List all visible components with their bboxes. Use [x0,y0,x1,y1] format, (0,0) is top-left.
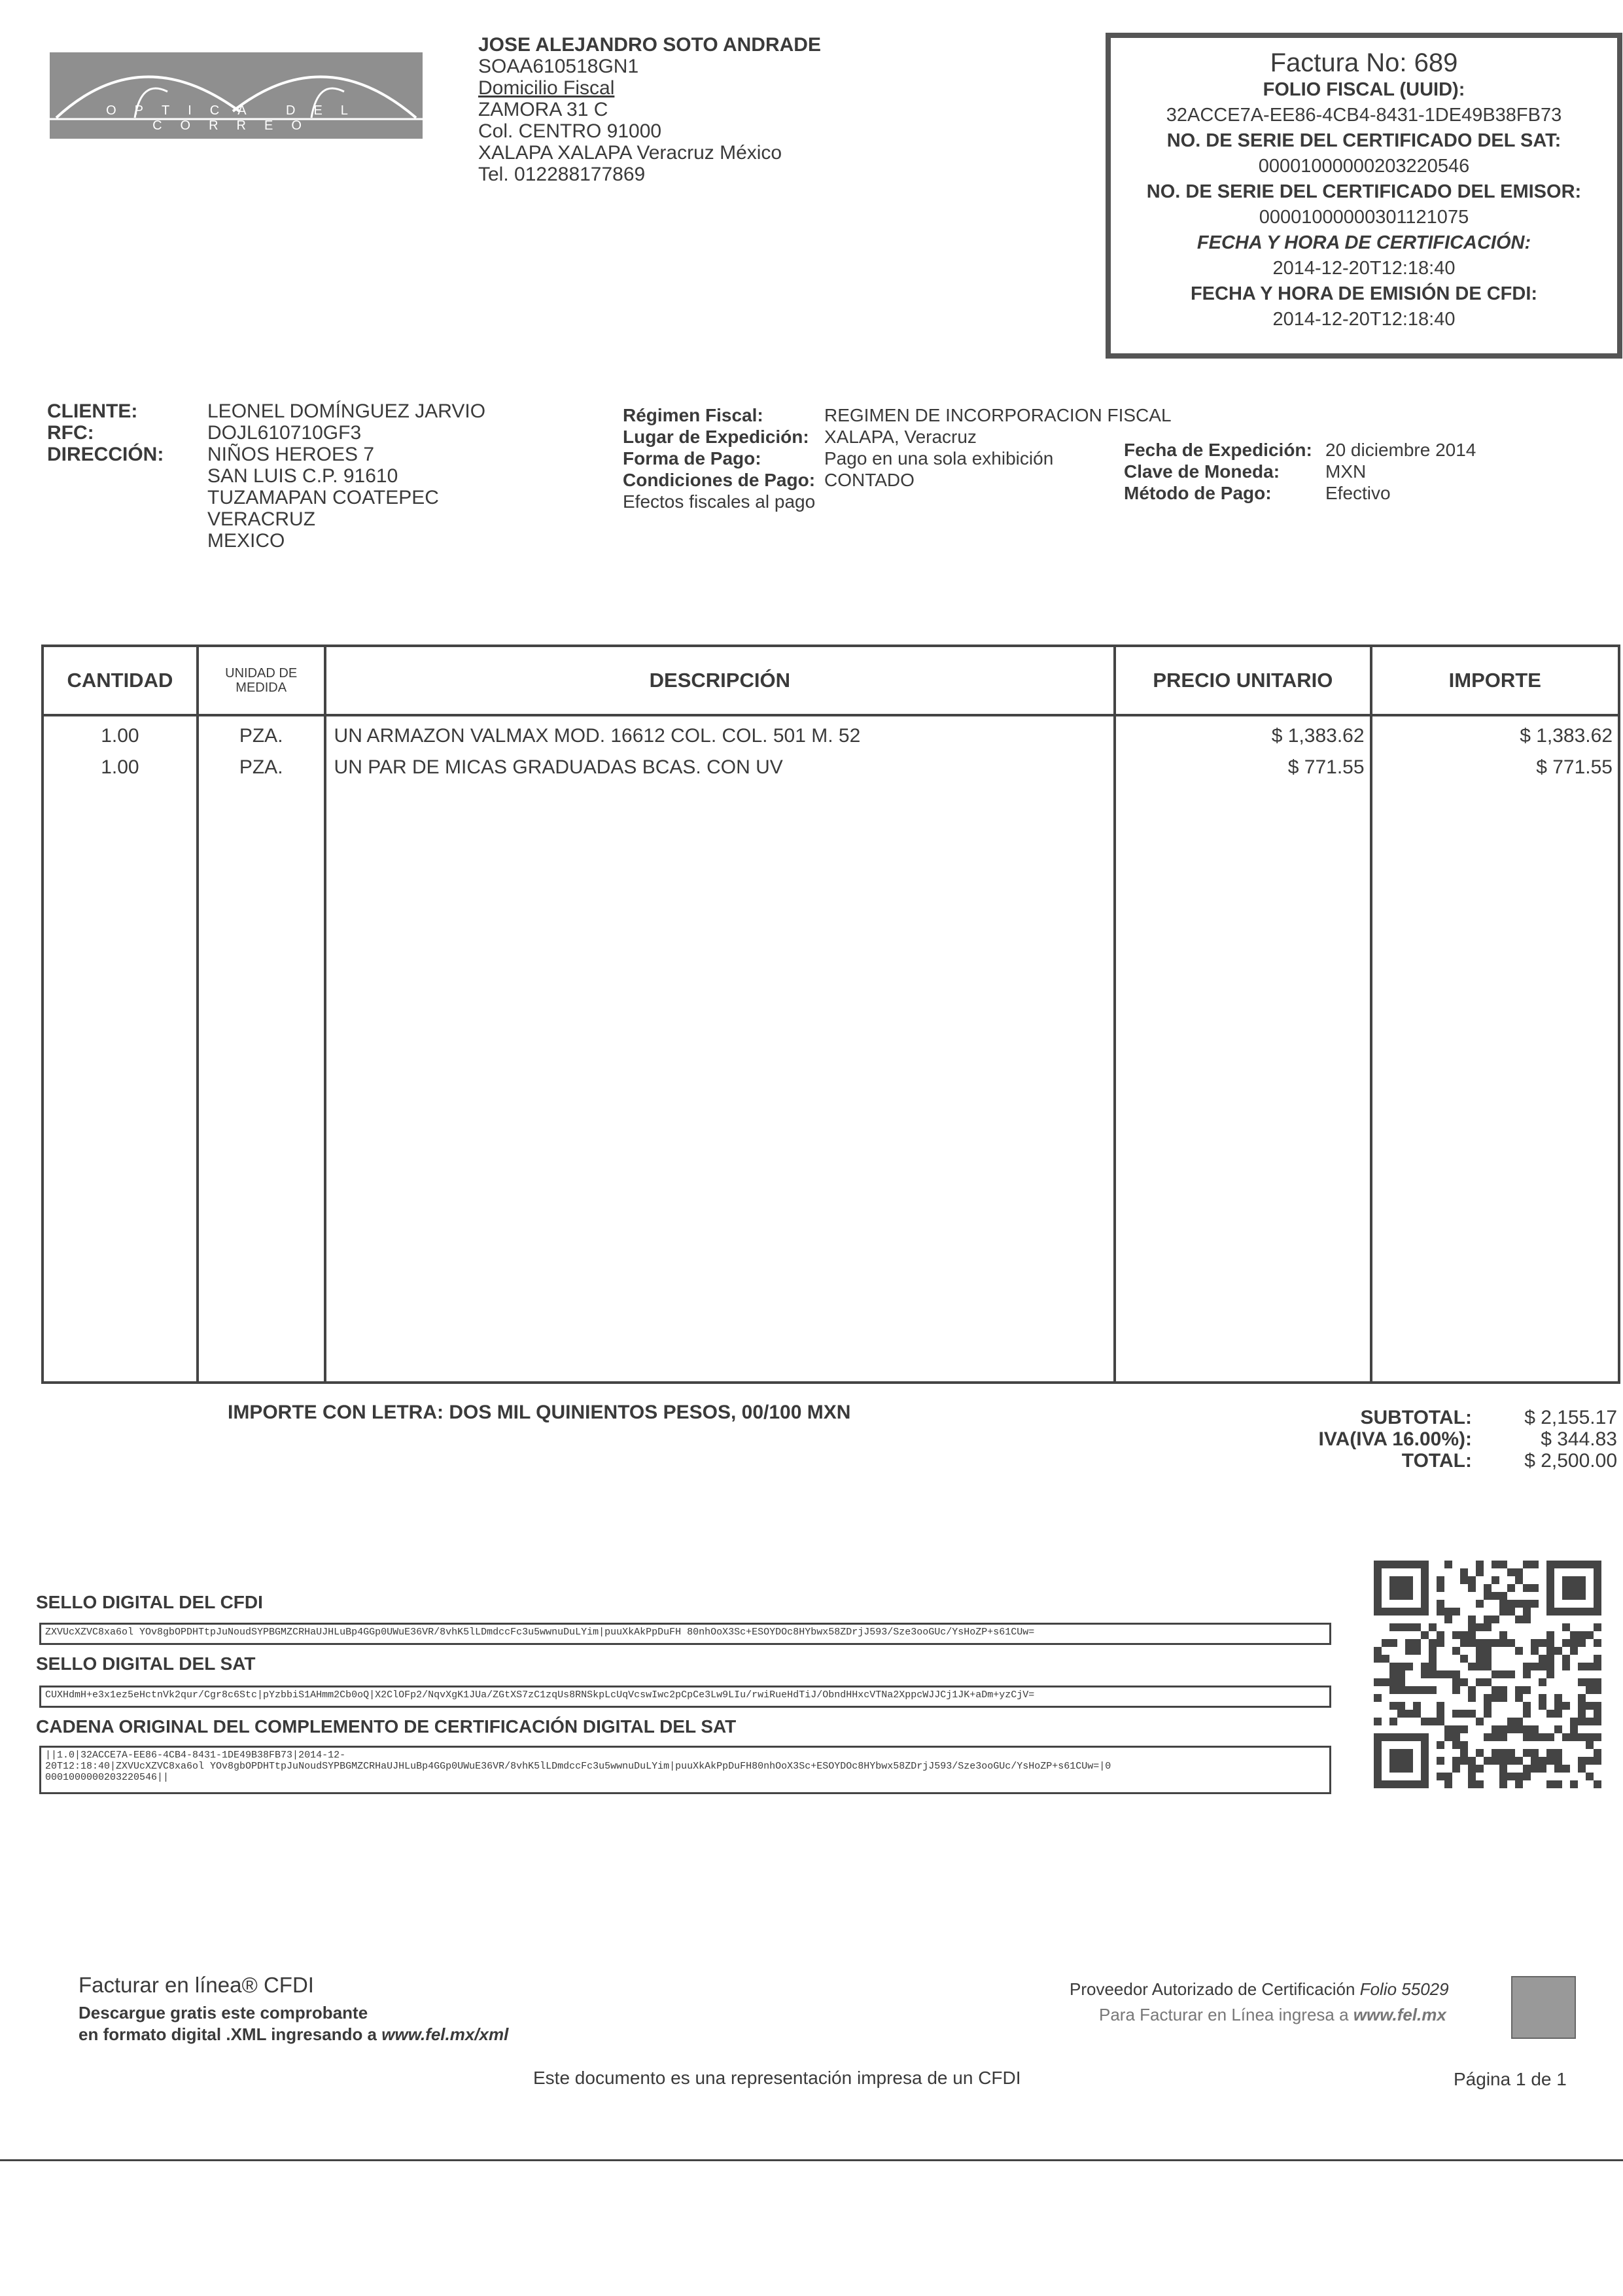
regimen-value: REGIMEN DE INCORPORACION FISCAL [824,405,1172,425]
cell-unidad [198,715,325,1383]
moneda-label: Clave de Moneda: [1124,461,1280,482]
row-cantidad: 1.00 [101,725,139,747]
importe-letra [228,1402,850,1424]
client-info [47,400,485,552]
page-number: Página 1 de 1 [1454,2069,1567,2089]
cell-cantidad [43,715,198,1383]
moneda-value: MXN [1325,461,1367,482]
subtotal-value: $ 2,155.17 [1524,1407,1617,1428]
condiciones-value: CONTADO [824,470,915,490]
fiscal-info-right [1124,439,1476,504]
facturar-url[interactable]: www.fel.mx [1353,2005,1446,2024]
provider-folio: Folio 55029 [1359,1979,1449,1999]
row-precio: $ 771.55 [1287,756,1365,778]
issuer-colonia: Col. CENTRO 91000 [478,120,662,142]
rfc-value: DOJL610710GF3 [207,422,362,444]
totals [1276,1407,1617,1472]
row-cantidad: 1.00 [101,756,139,778]
fecha-cert-value: 2014-12-20T12:18:40 [1272,258,1456,279]
serie-emisor-label: NO. DE SERIE DEL CERTIFICADO DEL EMISOR: [1146,181,1582,202]
direccion-line: TUZAMAPAN COATEPEC [207,487,439,508]
cadena-line: 20T12:18:40|ZXVUcXZVC8xa6ol YOv8gbOPDHTtpJuNoudSYPBGMZCRHaUJHLuBp4GGp0UWuE36VR/8vhK5lLDmdccFc3u5wwnuDuLYim|puuXkAkPpDuFH80nhOoX3Sc+ESOYDOc8HYbwx58ZDrjJ593/Sze3ooGUc/YsHoZP+s61CUw=|0 [45,1761,1111,1772]
sello-cfdi-title: SELLO DIGITAL DEL CFDI [36,1592,263,1612]
footer-download [79,2002,508,2045]
cadena-line: 0001000000203220546|| [45,1772,169,1783]
fecha-emision-value: 2014-12-20T12:18:40 [1272,309,1456,330]
rfc-label: RFC: [47,422,94,444]
cliente-value: LEONEL DOMÍNGUEZ JARVIO [207,400,486,422]
qr-code-icon [1374,1561,1606,1788]
direccion-label: DIRECCIÓN: [47,444,164,465]
footer-brand: Facturar en línea® CFDI [79,1973,314,1997]
row-precio: $ 1,383.62 [1271,725,1365,747]
serie-emisor-value: 00001000000301121075 [1259,207,1469,228]
sello-cfdi-box: ZXVUcXZVC8xa6ol YOv8gbOPDHTtpJuNoudSYPBGMZCRHaUJHLuBp4GGp0UWuE36VR/8vhK5lLDmdccFc3u5wwnuDuLYim|puuXkAkPpDuFH 80nhOoX3Sc+ESOYDOc8HYbwx58ZDrjJ593/Sze3ooGUc/YsHoZP+s61CUw= [39,1623,1331,1645]
company-logo [50,52,423,139]
direccion-line: VERACRUZ [207,508,316,530]
invoice-box [1106,33,1622,359]
issuer-rfc: SOAA610518GN1 [478,56,639,77]
items-table [41,645,1620,1384]
direccion-line: NIÑOS HEROES 7 [207,444,375,465]
issuer-city: XALAPA XALAPA Veracruz México [478,142,782,164]
cadena-title: CADENA ORIGINAL DEL COMPLEMENTO DE CERTIFICACIÓN DIGITAL DEL SAT [36,1716,737,1737]
issuer-info [478,34,821,185]
row-unidad: PZA. [239,756,283,778]
table-row [43,715,1619,1383]
cell-descripcion [325,715,1115,1383]
folio-label: FOLIO FISCAL (UUID): [1263,79,1465,100]
fecha-exp-label: Fecha de Expedición: [1124,440,1312,460]
row-importe: $ 771.55 [1536,756,1613,778]
cliente-label: CLIENTE: [47,400,138,422]
row-descripcion: UN PAR DE MICAS GRADUADAS BCAS. CON UV [334,756,783,778]
iva-value: $ 344.83 [1541,1428,1617,1450]
fecha-exp-value: 20 diciembre 2014 [1325,440,1476,460]
efectos-fiscales: Efectos fiscales al pago [623,491,816,512]
header-importe: IMPORTE [1371,646,1619,715]
footer-line2: en formato digital .XML ingresando a [79,2024,382,2044]
footer-line1: Descargue gratis este comprobante [79,2003,368,2022]
sello-sat-title: SELLO DIGITAL DEL SAT [36,1653,256,1674]
header-unidad: UNIDAD DE MEDIDA [198,646,325,715]
direccion-line: MEXICO [207,530,285,552]
invoice-number: Factura No: 689 [1270,48,1458,77]
importe-letra-value: DOS MIL QUINIENTOS PESOS, 00/100 MXN [449,1402,851,1423]
iva-label: IVA(IVA 16.00%): [1318,1428,1472,1450]
issuer-phone: Tel. 012288177869 [478,164,646,185]
bottom-divider [0,2159,1623,2161]
issuer-domicilio-label: Domicilio Fiscal [478,77,615,99]
forma-value: Pago en una sola exhibición [824,448,1054,468]
header-cantidad: CANTIDAD [43,646,198,715]
direccion-value [207,444,439,552]
total-value: $ 2,500.00 [1524,1450,1617,1472]
provider-info [1070,1979,1449,2000]
row-unidad: PZA. [239,725,283,747]
serie-sat-value: 00001000000203220546 [1258,156,1470,177]
regimen-label: Régimen Fiscal: [623,405,763,425]
issuer-street: ZAMORA 31 C [478,99,608,120]
fecha-emision-label: FECHA Y HORA DE EMISIÓN DE CFDI: [1190,283,1538,304]
header-precio: PRECIO UNITARIO [1115,646,1370,715]
seal-icon [1511,1976,1576,2039]
fiscal-info [623,404,1172,512]
subtotal-label: SUBTOTAL: [1360,1407,1472,1428]
cfdi-note: Este documento es una representación impresa de un CFDI [533,2068,1021,2088]
row-importe: $ 1,383.62 [1520,725,1613,747]
cell-importe [1371,715,1619,1383]
table-header [43,646,1619,715]
total-label: TOTAL: [1401,1450,1472,1472]
facturar-text: Para Facturar en Línea ingresa a [1099,2005,1353,2024]
facturar-info [1099,2005,1446,2025]
serie-sat-label: NO. DE SERIE DEL CERTIFICADO DEL SAT: [1166,130,1562,151]
forma-label: Forma de Pago: [623,448,761,468]
issuer-name: JOSE ALEJANDRO SOTO ANDRADE [478,34,821,56]
cadena-line: ||1.0|32ACCE7A-EE86-4CB4-8431-1DE49B38FB73|2014-12- [45,1750,346,1761]
row-descripcion: UN ARMAZON VALMAX MOD. 16612 COL. COL. 501 M. 52 [334,725,861,747]
sello-sat-box: CUXHdmH+e3x1ez5eHctnVk2qur/Cgr8c6Stc|pYzbbiS1AHmm2Cb0oQ|X2ClOFp2/NqvXgK1JUa/ZGtXS7zC1zqUs8RNSkpLcUqVcswIwc2pCpCe3Lw9LIu/rwiRueHdTiJ/ObndHHxcVTNa2XppcWJJCj1JK+aDm+yzCjV= [39,1686,1331,1708]
cadena-box [39,1746,1331,1794]
lugar-value: XALAPA, Veracruz [824,427,977,447]
importe-letra-label: IMPORTE CON LETRA: [228,1402,444,1423]
cell-precio [1115,715,1370,1383]
fecha-cert-label: FECHA Y HORA DE CERTIFICACIÓN: [1196,232,1531,253]
lugar-label: Lugar de Expedición: [623,427,809,447]
folio-value: 32ACCE7A-EE86-4CB4-8431-1DE49B38FB73 [1166,105,1562,126]
footer-url[interactable]: www.fel.mx/xml [381,2024,509,2044]
header-descripcion: DESCRIPCIÓN [325,646,1115,715]
metodo-value: Efectivo [1325,483,1391,503]
provider-text: Proveedor Autorizado de Certificación [1070,1979,1360,1999]
logo-text: OPTICA DEL CORREO [106,103,366,133]
condiciones-label: Condiciones de Pago: [623,470,816,490]
direccion-line: SAN LUIS C.P. 91610 [207,465,398,487]
metodo-label: Método de Pago: [1124,483,1272,503]
